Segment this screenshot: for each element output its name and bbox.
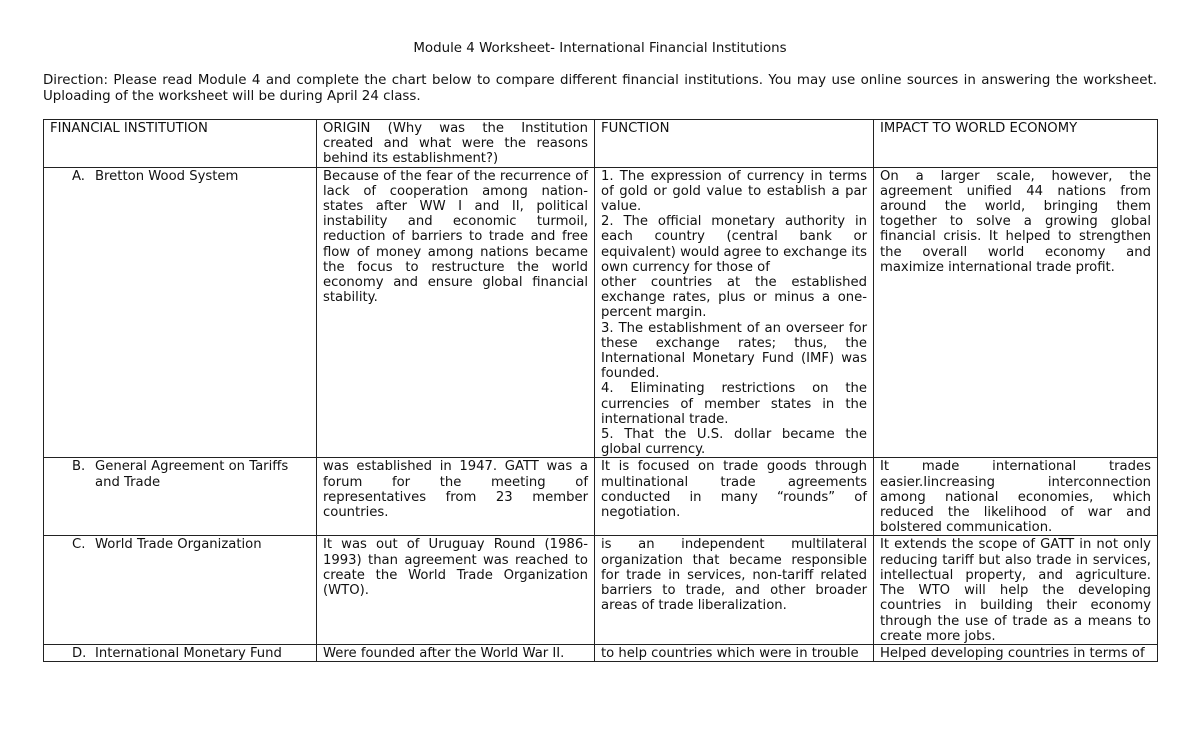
function-item: 3. The establishment of an overseer for these exchange rates; thus, the International Monetary Fund (IMF) was founded. — [601, 320, 867, 382]
institution-name: Bretton Wood System — [95, 168, 239, 184]
function-item: 1. The expression of currency in terms of gold or gold value to establish a par value. — [601, 168, 867, 215]
function-cell — [595, 458, 874, 536]
institution-cell — [44, 644, 317, 661]
institution-name: World Trade Organization — [95, 537, 262, 553]
table-row — [44, 167, 1158, 458]
function-item: is an independent multilateral organization that became responsible for trade in services, non-tariff related barriers to trade, and other broader areas of trade liberalization. — [601, 537, 867, 614]
function-cell — [595, 644, 874, 661]
header-institution: FINANCIAL INSTITUTION — [44, 120, 317, 168]
institution-cell — [44, 167, 317, 458]
impact-cell: It made international trades easier.Iincreasing interconnection among national economies, which reduced the likelihood of war and bolstered communication. — [874, 458, 1158, 536]
function-item: 2. The official monetary authority in each country (central bank or equivalent) would agree to exchange its own currency for those of — [601, 214, 867, 275]
impact-cell: It extends the scope of GATT in not only reducing tariff but also trade in services, intellectual property, and agriculture. The WTO will help the developing countries in building their economy through the use of trade as a means to create more jobs. — [874, 536, 1158, 644]
function-item: to help countries which were in trouble — [601, 645, 859, 661]
row-letter: A. — [72, 168, 85, 184]
table-row — [44, 536, 1158, 644]
function-item: other countries at the established exchange rates, plus or minus a one-percent margin. — [601, 275, 867, 321]
function-item: 4. Eliminating restrictions on the currencies of member states in the international trade. — [601, 381, 867, 427]
header-origin: ORIGIN (Why was the Institution created and what were the reasons behind its establishment?) — [317, 120, 595, 168]
header-function: FUNCTION — [595, 120, 874, 168]
table-row — [44, 644, 1158, 661]
impact-cell: On a larger scale, however, the agreement unified 44 nations from around the world, bringing them together to solve a growing global financial crisis. It helped to strengthen the overall world economy and maximize international trade profit. — [874, 167, 1158, 458]
impact-cell: Helped developing countries in terms of — [874, 644, 1158, 661]
institution-cell — [44, 536, 317, 644]
row-letter: C. — [72, 537, 86, 553]
function-item: It is focused on trade goods through multinational trade agreements conducted in many “rounds” of negotiation. — [601, 459, 867, 521]
row-letter: B. — [72, 459, 86, 475]
header-impact: IMPACT TO WORLD ECONOMY — [874, 120, 1158, 168]
origin-cell: Were founded after the World War II. — [317, 644, 595, 661]
institution-cell — [44, 458, 317, 536]
institution-name: General Agreement on Tariffs and Trade — [95, 459, 289, 490]
function-cell — [595, 167, 874, 458]
origin-cell: was established in 1947. GATT was a forum for the meeting of representatives from 23 member countries. — [317, 458, 595, 536]
table-row — [44, 458, 1158, 536]
direction-text: Direction: Please read Module 4 and complete the chart below to compare different financial institutions. You may use online sources in answering the worksheet. Uploading of the worksheet will be during April 24 class. — [43, 73, 1157, 104]
table-header-row — [44, 120, 1158, 168]
origin-cell: It was out of Uruguay Round (1986-1993) than agreement was reached to create the World Trade Organization (WTO). — [317, 536, 595, 644]
institution-name: International Monetary Fund — [95, 645, 282, 661]
row-letter: D. — [72, 645, 87, 661]
document-title: Module 4 Worksheet- International Financial Institutions — [413, 41, 787, 56]
function-item: 5. That the U.S. dollar became the global currency. — [601, 427, 867, 458]
origin-cell: Because of the fear of the recurrence of lack of cooperation among nation-states after WW I and II, political instability and economic turmoil, reduction of barriers to trade and free flow of money among nations became the focus to restructure the world economy and ensure global financial stability. — [317, 167, 595, 458]
function-cell — [595, 536, 874, 644]
comparison-table — [43, 119, 1158, 662]
